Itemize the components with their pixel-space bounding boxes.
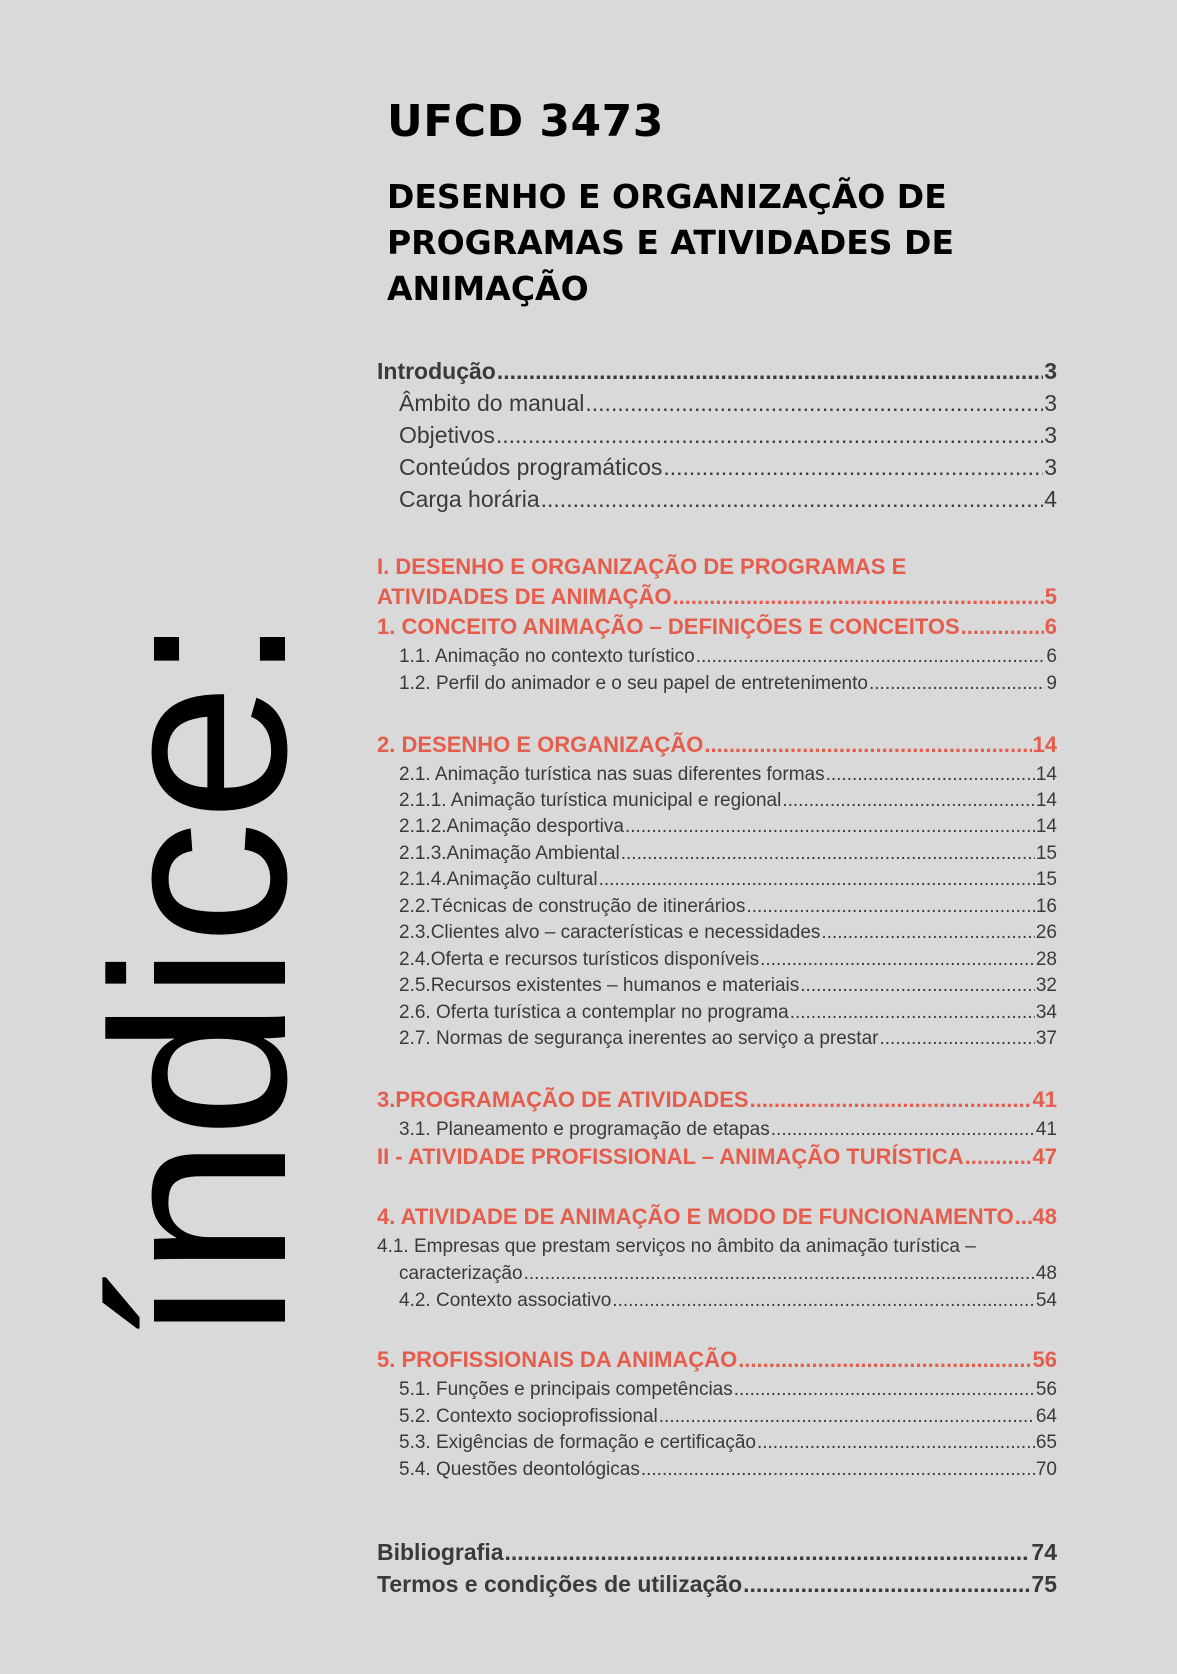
toc-entry[interactable] xyxy=(399,896,1057,918)
toc-entry[interactable] xyxy=(399,673,1057,695)
toc-page: 64 xyxy=(1035,1406,1057,1427)
toc-leader xyxy=(826,764,1035,786)
toc-page: 3 xyxy=(1044,358,1057,384)
toc-entry[interactable] xyxy=(399,1432,1057,1454)
toc-entry[interactable] xyxy=(399,1119,1057,1141)
toc-leader xyxy=(496,422,1043,449)
toc-label: 2. DESENHO E ORGANIZAÇÃO xyxy=(377,732,704,757)
toc-leader xyxy=(696,646,1046,668)
toc-label: 2.1.3.Animação Ambiental xyxy=(399,843,620,864)
toc-entry[interactable] xyxy=(399,764,1057,786)
toc-entry-chapter-4[interactable] xyxy=(377,1204,1057,1230)
toc-leader xyxy=(505,1539,1031,1566)
toc-entry[interactable] xyxy=(399,975,1057,997)
toc-page: 9 xyxy=(1046,673,1057,694)
toc-entry[interactable] xyxy=(399,454,1057,481)
toc-page: 48 xyxy=(1032,1204,1057,1229)
toc-label: Carga horária xyxy=(399,486,540,512)
toc-leader xyxy=(1015,1204,1032,1230)
toc-leader xyxy=(771,1119,1035,1141)
toc-entry[interactable] xyxy=(399,816,1057,838)
course-title-line: ANIMAÇÃO xyxy=(387,269,589,308)
toc-label: 4.2. Contexto associativo xyxy=(399,1290,612,1311)
toc-leader xyxy=(743,1571,1030,1598)
toc-entry[interactable] xyxy=(399,1290,1057,1312)
toc-leader xyxy=(641,1459,1035,1481)
toc-leader xyxy=(757,1432,1035,1454)
toc-page: 28 xyxy=(1035,949,1057,970)
toc-leader xyxy=(760,949,1035,971)
toc-leader xyxy=(800,975,1035,997)
toc-label: 5. PROFISSIONAIS DA ANIMAÇÃO xyxy=(377,1347,738,1372)
toc-leader xyxy=(879,1028,1034,1050)
toc-label: 3.PROGRAMAÇÃO DE ATIVIDADES xyxy=(377,1087,749,1112)
toc-page: 32 xyxy=(1035,975,1057,996)
toc-label: 2.6. Oferta turística a contemplar no programa xyxy=(399,1002,789,1023)
toc-entry-bibliografia[interactable] xyxy=(377,1539,1057,1566)
toc-entry[interactable] xyxy=(399,869,1057,891)
toc-leader xyxy=(497,358,1043,385)
toc-leader xyxy=(821,922,1034,944)
toc-leader xyxy=(585,390,1043,417)
toc-leader xyxy=(965,1144,1032,1170)
toc-label: Âmbito do manual xyxy=(399,390,585,416)
toc-label: Introdução xyxy=(377,358,496,384)
side-title-text: índice: xyxy=(60,614,338,1345)
toc-page: 54 xyxy=(1035,1290,1057,1311)
course-title-line: DESENHO E ORGANIZAÇÃO DE xyxy=(387,177,947,216)
toc-page: 6 xyxy=(1046,646,1057,667)
toc-page: 65 xyxy=(1035,1432,1057,1453)
toc-leader xyxy=(738,1347,1031,1373)
toc-entry[interactable] xyxy=(399,790,1057,812)
toc-label: 2.5.Recursos existentes – humanos e materiais xyxy=(399,975,800,996)
toc-leader xyxy=(961,614,1044,640)
toc-entry[interactable] xyxy=(399,1459,1057,1481)
toc-label: 2.2.Técnicas de construção de itinerários xyxy=(399,896,746,917)
toc-leader xyxy=(750,1087,1032,1113)
toc-label: Objetivos xyxy=(399,422,495,448)
toc-page: 41 xyxy=(1035,1119,1057,1140)
toc-entry[interactable] xyxy=(399,949,1057,971)
toc-entry[interactable] xyxy=(399,1002,1057,1024)
toc-label: Termos e condições de utilização xyxy=(377,1571,743,1597)
toc-entry[interactable] xyxy=(399,390,1057,417)
toc-leader xyxy=(673,584,1044,610)
toc-page: 16 xyxy=(1035,896,1057,917)
toc-entry-chapter-2[interactable] xyxy=(377,732,1057,758)
toc-leader xyxy=(782,790,1035,812)
side-title-graphic xyxy=(60,545,338,1345)
toc-page: 3 xyxy=(1044,422,1057,448)
toc-page: 48 xyxy=(1035,1263,1057,1284)
toc-entry-part-2[interactable] xyxy=(377,1144,1057,1170)
toc-leader xyxy=(659,1406,1035,1428)
toc-leader xyxy=(625,816,1035,838)
toc-page: 14 xyxy=(1035,764,1057,785)
toc-entry-chapter-3[interactable] xyxy=(377,1087,1057,1113)
toc-page: 26 xyxy=(1035,922,1057,943)
toc-label: 2.3.Clientes alvo – características e necessidades xyxy=(399,922,821,943)
toc-entry-termos[interactable] xyxy=(377,1571,1057,1598)
toc-entry-chapter-1[interactable] xyxy=(377,614,1057,640)
toc-label: ATIVIDADES DE ANIMAÇÃO xyxy=(377,584,672,609)
toc-page: 3 xyxy=(1044,454,1057,480)
toc-label: 1.2. Perfil do animador e o seu papel de entretenimento xyxy=(399,673,868,694)
toc-leader xyxy=(663,454,1043,481)
toc-leader xyxy=(599,869,1035,891)
course-code: UFCD 3473 xyxy=(387,96,664,147)
toc-page: 15 xyxy=(1035,869,1057,890)
toc-entry-part-1[interactable] xyxy=(377,584,1057,610)
toc-page: 5 xyxy=(1044,584,1057,609)
toc-label: 5.2. Contexto socioprofissional xyxy=(399,1406,658,1427)
toc-label: 2.1. Animação turística nas suas diferentes formas xyxy=(399,764,825,785)
toc-label: 2.7. Normas de segurança inerentes ao serviço a prestar xyxy=(399,1028,879,1049)
toc-page: 56 xyxy=(1035,1379,1057,1400)
course-title xyxy=(387,174,1087,312)
toc-leader xyxy=(541,486,1044,513)
toc-label: 2.1.4.Animação cultural xyxy=(399,869,598,890)
toc-label: 5.3. Exigências de formação e certificação xyxy=(399,1432,756,1453)
toc-label: 5.1. Funções e principais competências xyxy=(399,1379,733,1400)
toc-page: 14 xyxy=(1032,732,1057,757)
toc-entry-introducao[interactable] xyxy=(377,358,1057,385)
toc-page: 41 xyxy=(1032,1087,1057,1112)
toc-page: 14 xyxy=(1035,816,1057,837)
toc-page: 3 xyxy=(1044,390,1057,416)
toc-label: II - ATIVIDADE PROFISSIONAL – ANIMAÇÃO TURÍSTICA xyxy=(377,1144,964,1169)
toc-leader xyxy=(869,673,1045,695)
toc-label: 4. ATIVIDADE DE ANIMAÇÃO E MODO DE FUNCIONAMENTO xyxy=(377,1204,1014,1229)
toc-label: Bibliografia xyxy=(377,1539,504,1565)
toc-leader xyxy=(790,1002,1035,1024)
toc-part-heading-line: I. DESENHO E ORGANIZAÇÃO DE PROGRAMAS E xyxy=(377,554,907,579)
toc-page: 37 xyxy=(1035,1028,1057,1049)
toc-label: 5.4. Questões deontológicas xyxy=(399,1459,640,1480)
toc-leader xyxy=(734,1379,1035,1401)
toc-entry-chapter-5[interactable] xyxy=(377,1347,1057,1373)
toc-label: 1. CONCEITO ANIMAÇÃO – DEFINIÇÕES E CONCEITOS xyxy=(377,614,960,639)
toc-page: 6 xyxy=(1044,614,1057,639)
toc-entry[interactable] xyxy=(399,1263,1057,1285)
toc-label: 1.1. Animação no contexto turístico xyxy=(399,646,695,667)
toc-entry[interactable] xyxy=(399,1406,1057,1428)
toc-page: 47 xyxy=(1032,1144,1057,1169)
toc-page: 15 xyxy=(1035,843,1057,864)
toc-label: 2.4.Oferta e recursos turísticos disponíveis xyxy=(399,949,760,970)
toc-label: 2.1.2.Animação desportiva xyxy=(399,816,624,837)
toc-entry[interactable] xyxy=(399,843,1057,865)
toc-leader xyxy=(746,896,1034,918)
toc-label: caracterização xyxy=(399,1263,523,1284)
toc-label: Conteúdos programáticos xyxy=(399,454,663,480)
toc-leader xyxy=(704,732,1031,758)
toc-entry[interactable] xyxy=(399,1379,1057,1401)
toc-entry-line: 4.1. Empresas que prestam serviços no âmbito da animação turística – xyxy=(377,1236,976,1257)
toc-page: 14 xyxy=(1035,790,1057,811)
toc-entry[interactable] xyxy=(399,922,1057,944)
toc-entry[interactable] xyxy=(399,422,1057,449)
toc-entry[interactable] xyxy=(399,646,1057,668)
side-title xyxy=(60,545,338,1345)
toc-entry[interactable] xyxy=(399,486,1057,513)
toc-leader xyxy=(621,843,1035,865)
toc-label: 2.1.1. Animação turística municipal e regional xyxy=(399,790,782,811)
toc-page: 34 xyxy=(1035,1002,1057,1023)
toc-label: 3.1. Planeamento e programação de etapas xyxy=(399,1119,770,1140)
course-title-line: PROGRAMAS E ATIVIDADES DE xyxy=(387,223,954,262)
document-header xyxy=(387,94,1087,312)
toc-page: 74 xyxy=(1031,1539,1057,1565)
toc-entry[interactable] xyxy=(399,1028,1057,1050)
toc-page: 56 xyxy=(1032,1347,1057,1372)
toc-leader xyxy=(612,1290,1035,1312)
toc-page: 75 xyxy=(1031,1571,1057,1597)
toc-page: 70 xyxy=(1035,1459,1057,1480)
toc-leader xyxy=(524,1263,1035,1285)
toc-page: 4 xyxy=(1044,486,1057,512)
